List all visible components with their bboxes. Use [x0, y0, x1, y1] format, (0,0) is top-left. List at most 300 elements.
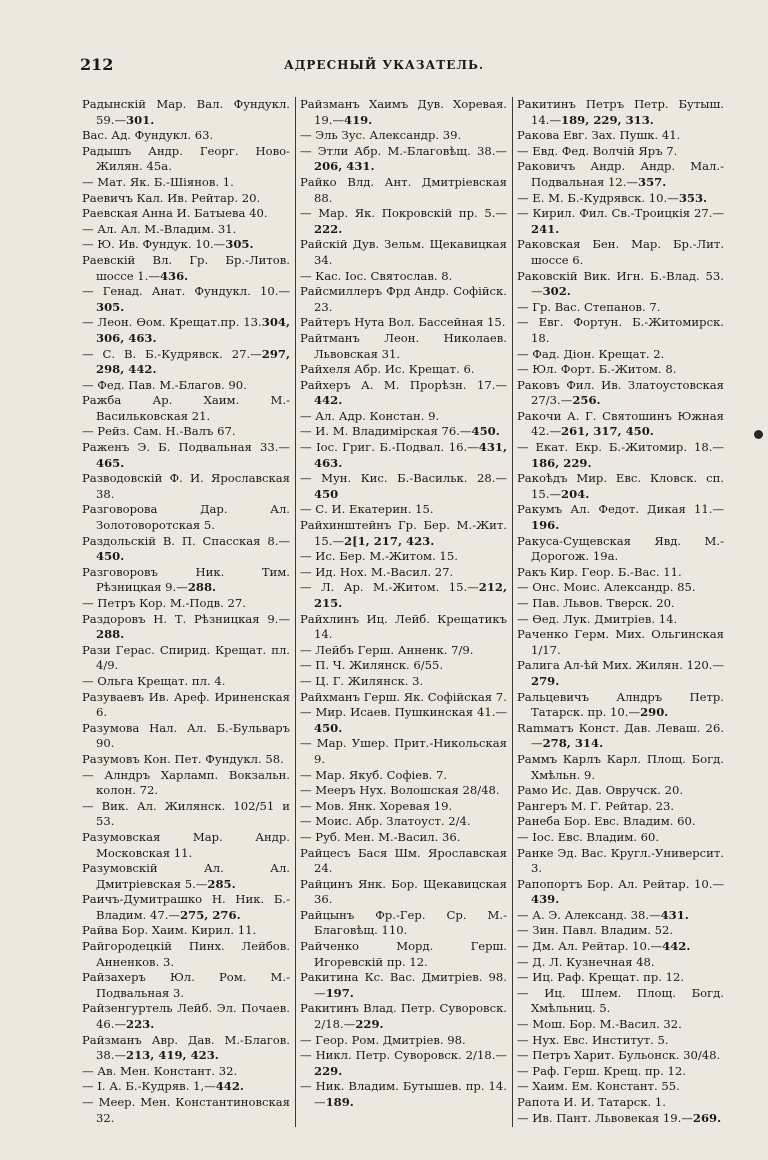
- entry-text: — Ал. Ал. М.-Владим. 31.: [82, 221, 237, 236]
- entry-text: Раевичъ Кал. Ив. Рейтар. 20.: [82, 190, 261, 205]
- entry-text: — Мош. Бор. М.-Васил. 32.: [517, 1017, 682, 1032]
- entry-phone-numbers: 442.: [314, 393, 343, 408]
- directory-entry: [517, 658, 724, 689]
- directory-entry: [82, 222, 290, 238]
- directory-entry: [517, 159, 724, 190]
- entry-text: — С. В. Б.-Кудрявск. 27.—: [82, 346, 262, 361]
- directory-entry: [82, 378, 290, 394]
- directory-entry: [300, 315, 507, 331]
- directory-entry: [517, 144, 724, 160]
- entry-text: Разговоровъ Ник. Тим. Рѣзницкая 9.—: [82, 564, 290, 595]
- entry-phone-numbers: 241.: [531, 221, 560, 236]
- entry-text: — Ав. Мен. Констант. 32.: [82, 1063, 238, 1078]
- entry-text: — Ѳед. Лук. Дмитріев. 14.: [517, 611, 678, 626]
- entry-phone-numbers: 2[1, 217, 423.: [344, 533, 435, 548]
- directory-entry: [517, 347, 724, 363]
- entry-text: Раковичъ Андр. Андр. Мал.-Подвальная 12.—: [517, 159, 724, 189]
- directory-entry: [82, 799, 290, 830]
- entry-phone-numbers: 431.: [660, 907, 689, 922]
- entry-text: — Эль Зус. Александр. 39.: [300, 128, 462, 143]
- entry-phone-numbers: 279.: [531, 673, 560, 688]
- directory-entry: [82, 596, 290, 612]
- entry-text: — Ю. Ив. Фундук. 10.—: [82, 237, 226, 252]
- entry-text: Райзманъ Авр. Дав. М.-Благов. 38.—: [82, 1032, 290, 1063]
- directory-entry: [82, 1001, 290, 1032]
- entry-text: — Мар. Ушер. Прит.-Никольская 9.: [300, 736, 507, 766]
- entry-text: Ралига Ал-ѣй Мих. Жилян. 120.—: [517, 658, 724, 673]
- entry-text: Ральцевичъ Алндръ Петр. Татарск. пр. 10.—: [517, 689, 724, 720]
- entry-text: — А. Э. Александ. 38.—: [517, 907, 661, 922]
- directory-entry: [300, 877, 507, 908]
- directory-entry: [300, 736, 507, 767]
- entry-text: — Мир. Исаев. Пушкинская 41.—: [300, 705, 507, 720]
- entry-phone-numbers: 229.: [355, 1017, 384, 1032]
- directory-entry: [82, 206, 290, 222]
- entry-text: Райцесъ Бася Шм. Ярославская 24.: [300, 845, 507, 876]
- directory-entry: [300, 409, 507, 425]
- entry-text: — Ал. Адр. Констан. 9.: [300, 408, 440, 423]
- entry-text: — Зин. Павл. Владим. 52.: [517, 923, 674, 938]
- entry-text: Райва Бор. Хаим. Кирил. 11.: [82, 923, 257, 938]
- entry-text: Рамо Ис. Дав. Овручск. 20.: [517, 783, 684, 798]
- directory-entry: [517, 955, 724, 971]
- entry-text: Райскій Дув. Зельм. Щекавицкая 34.: [300, 237, 507, 267]
- directory-entry: [300, 362, 507, 378]
- directory-entry: [82, 861, 290, 892]
- directory-entry: [517, 908, 724, 924]
- columns: [78, 97, 730, 1127]
- entry-text: Раздольскій В. П. Спасская 8.—: [82, 533, 290, 548]
- entry-text: — Мар. Як. Покровскій пр. 5.—: [300, 206, 507, 221]
- directory-entry: [300, 1079, 507, 1110]
- directory-entry: [517, 237, 724, 268]
- ink-spot: [754, 430, 763, 439]
- directory-entry: [82, 643, 290, 674]
- entry-phone-numbers: 204.: [561, 486, 590, 501]
- entry-text: — Иц. Шлем. Площ. Богд. Хмѣльниц. 5.: [517, 985, 724, 1016]
- entry-text: Ракоѣдъ Мир. Евс. Кловск. сп. 15.—: [517, 471, 724, 501]
- entry-text: — Леон. Ѳом. Крещат.пр. 13.: [82, 315, 262, 330]
- entry-text: — Лейбъ Герш. Анненк. 7/9.: [300, 642, 474, 657]
- entry-phone-numbers: 285.: [207, 876, 236, 891]
- entry-text: Райченко Морд. Герш. Игоревскій пр. 12.: [300, 939, 507, 969]
- entry-text: — Кас. Іос. Святослав. 8.: [300, 268, 453, 283]
- entry-text: — Никл. Петр. Суворовск. 2/18.—: [300, 1048, 507, 1063]
- directory-entry: [82, 502, 290, 533]
- directory-entry: [517, 752, 724, 783]
- entry-text: — Вик. Ал. Жилянск. 102/51 и 53.: [82, 798, 290, 829]
- entry-phone-numbers: 450.: [314, 720, 343, 735]
- directory-entry: [300, 705, 507, 736]
- entry-phone-numbers: 357.: [638, 174, 667, 189]
- entry-text: Ранке Эд. Вас. Кругл.-Университ. 3.: [517, 845, 724, 876]
- entry-text: Раченко Герм. Мих. Ольгинская 1/17.: [517, 627, 724, 657]
- entry-text: Разговорова Дар. Ал. Золотоворотская 5.: [82, 502, 290, 533]
- entry-text: Ракитинъ Влад. Петр. Суворовск. 2/18.—: [300, 1001, 507, 1032]
- entry-text: — Д. Л. Кузнечная 48.: [517, 954, 655, 969]
- directory-entry: [517, 986, 724, 1017]
- entry-phone-numbers: 297, 298, 442.: [96, 346, 290, 377]
- directory-entry: [82, 237, 290, 253]
- directory-entry: [517, 97, 724, 128]
- directory-entry: [82, 534, 290, 565]
- directory-entry: [300, 908, 507, 939]
- entry-text: — Руб. Мен. М.-Васил. 36.: [300, 829, 461, 844]
- entry-text: — Евд. Фед. Волчій Яръ 7.: [517, 143, 678, 158]
- directory-entry: [300, 783, 507, 799]
- entry-phone-numbers: 305.: [96, 299, 125, 314]
- entry-text: Раммъ Карлъ Карл. Площ. Богд. Хмѣльн. 9.: [517, 751, 724, 782]
- directory-entry: [517, 1017, 724, 1033]
- column-1: [78, 97, 295, 1127]
- entry-text: Райцынъ Фр.-Гер. Ср. М.-Благовѣщ. 110.: [300, 907, 507, 938]
- directory-entry: [517, 1111, 724, 1127]
- entry-text: Рапопортъ Бор. Ал. Рейтар. 10.—: [517, 876, 724, 891]
- directory-entry: [82, 970, 290, 1001]
- entry-text: — Мун. Кис. Б.-Васильк. 28.—: [300, 471, 507, 486]
- entry-text: Разумовскій Ал. Ал. Дмитріевская 5.—: [82, 861, 290, 891]
- entry-text: Райзенгуртель Лейб. Эл. Почаев. 46.—: [82, 1001, 290, 1032]
- entry-text: Радынскій Мар. Вал. Фундукл. 59.—: [82, 97, 290, 127]
- entry-phone-numbers: 442.: [215, 1079, 244, 1094]
- entry-text: — Гр. Вас. Степанов. 7.: [517, 299, 661, 314]
- directory-entry: [517, 1064, 724, 1080]
- directory-entry: [300, 549, 507, 565]
- directory-entry: [82, 424, 290, 440]
- directory-entry: [517, 596, 724, 612]
- directory-entry: [517, 440, 724, 471]
- entry-text: — Ц. Г. Жилянск. 3.: [300, 673, 424, 688]
- directory-entry: [300, 237, 507, 268]
- entry-phone-numbers: 197.: [325, 985, 354, 1000]
- entry-text: — Ольга Крещат. пл. 4.: [82, 673, 226, 688]
- entry-phone-numbers: 305.: [225, 237, 254, 252]
- entry-text: Разумовъ Кон. Пет. Фундукл. 58.: [82, 751, 284, 766]
- entry-text: Раковъ Фил. Ив. Златоустовская 27/3.—: [517, 377, 724, 408]
- entry-text: Райсмиллеръ Фрд Андр. Софійск. 23.: [300, 284, 507, 314]
- directory-entry: [82, 768, 290, 799]
- directory-entry: [517, 300, 724, 316]
- directory-entry: [300, 1033, 507, 1049]
- entry-phone-numbers: 222.: [314, 221, 343, 236]
- entry-text: Райгородецкій Пинх. Лейбов. Анненков. 3.: [82, 939, 290, 969]
- directory-entry: [82, 830, 290, 861]
- directory-entry: [82, 721, 290, 752]
- directory-entry: [82, 1079, 290, 1095]
- entry-text: — Геор. Ром. Дмитріев. 98.: [300, 1032, 466, 1047]
- entry-phone-numbers: 223.: [126, 1017, 155, 1032]
- running-head: АДРЕСНЫЙ УКАЗАТЕЛЬ.: [283, 58, 485, 72]
- entry-text: Райко Влд. Ант. Дмитріевская 88.: [300, 174, 507, 205]
- entry-text: Раичъ-Думитрашко Н. Ник. Б.-Владим. 47.—: [82, 892, 290, 922]
- entry-text: Райхлинъ Иц. Лейб. Крещатикъ 14.: [300, 611, 507, 642]
- entry-phone-numbers: 436.: [159, 268, 189, 283]
- column-2: [295, 97, 512, 1127]
- directory-entry: [300, 97, 507, 128]
- entry-text: Раевскій Вл. Гр. Бр.-Литов. шоссе 1.—: [82, 252, 290, 283]
- entry-phone-numbers: 196.: [531, 518, 560, 533]
- entry-text: Ракитинъ Петръ Петр. Бутыш. 14.—: [517, 97, 724, 127]
- entry-phone-numbers: 269.: [692, 1110, 722, 1125]
- directory-entry: [300, 269, 507, 285]
- entry-phone-numbers: 450.: [96, 549, 125, 564]
- entry-text: Раздоровъ Н. Т. Рѣзницкая 9.—: [82, 611, 290, 626]
- entry-phone-numbers: 302.: [542, 284, 571, 299]
- directory-entry: [82, 892, 290, 923]
- entry-text: Рапота И. И. Татарск. 1.: [517, 1095, 666, 1109]
- entry-phone-numbers: 189.: [325, 1095, 354, 1109]
- entry-text: — Іос. Григ. Б.-Подвал. 16.—: [300, 440, 479, 455]
- entry-text: Раженъ Э. Б. Подвальная 33.—: [82, 440, 290, 455]
- entry-text: — Нух. Евс. Институт. 5.: [517, 1032, 669, 1047]
- entry-phone-numbers: 206, 431.: [314, 159, 375, 174]
- directory-entry: [82, 690, 290, 721]
- entry-text: Разумовская Мар. Андр. Московская 11.: [82, 829, 290, 860]
- directory-entry: [300, 440, 507, 471]
- directory-entry: [82, 284, 290, 315]
- entry-text: Ракова Евг. Зах. Пушк. 41.: [517, 128, 681, 143]
- entry-phone-numbers: 450: [314, 486, 339, 501]
- entry-text: — Меер. Мен. Константиновская 32.: [82, 1095, 290, 1125]
- directory-entry: [82, 253, 290, 284]
- directory-entry: [517, 612, 724, 628]
- directory-entry: [517, 1095, 724, 1111]
- entry-text: — Ис. Бер. М.-Житом. 15.: [300, 549, 458, 564]
- directory-entry: [517, 362, 724, 378]
- directory-entry: [517, 721, 724, 752]
- entry-phone-numbers: 256.: [572, 393, 601, 408]
- directory-entry: [300, 970, 507, 1001]
- entry-text: — Ник. Владим. Бутышев. пр. 14.—: [300, 1079, 507, 1109]
- directory-entry: [517, 1033, 724, 1049]
- entry-phone-numbers: 442.: [662, 939, 691, 954]
- directory-entry: [517, 690, 724, 721]
- entry-text: — Хаим. Ем. Констант. 55.: [517, 1079, 680, 1094]
- entry-text: Ранеба Бор. Евс. Владим. 60.: [517, 814, 696, 829]
- directory-entry: [517, 877, 724, 908]
- entry-text: Радышъ Андр. Георг. Ново-Жилян. 45а.: [82, 143, 290, 174]
- directory-entry: [82, 752, 290, 768]
- entry-text: — Фад. Діон. Крещат. 2.: [517, 346, 665, 361]
- entry-text: Раковская Бен. Мар. Бр.-Лит. шоссе 6.: [517, 237, 724, 267]
- entry-text: Вас. Ад. Фундукл. 63.: [82, 128, 214, 143]
- entry-text: — Фед. Пав. М.-Благов. 90.: [82, 377, 247, 392]
- directory-entry: [517, 783, 724, 799]
- entry-text: — Мов. Янк. Хоревая 19.: [300, 798, 453, 813]
- directory-entry: [300, 424, 507, 440]
- directory-entry: [82, 923, 290, 939]
- entry-text: — И. М. Владимірская 76.—: [300, 424, 472, 439]
- directory-entry: [300, 658, 507, 674]
- directory-entry: [300, 128, 507, 144]
- entry-text: — С. И. Екатерин. 15.: [300, 502, 434, 517]
- entry-phone-numbers: 304, 306, 463.: [96, 315, 290, 345]
- entry-text: Ракуса-Сущевская Явд. М.-Дорогож. 19а.: [517, 533, 724, 564]
- entry-text: Ramматъ Конст. Дав. Леваш. 26.—: [517, 720, 724, 751]
- directory-entry: [517, 814, 724, 830]
- entry-text: Ракитина Кс. Вас. Дмитріев. 98.—: [300, 970, 507, 1000]
- entry-phone-numbers: 465.: [96, 455, 125, 470]
- directory-entry: [300, 612, 507, 643]
- entry-text: — Моис. Абр. Златоуст. 2/4.: [300, 814, 471, 829]
- directory-entry: [517, 471, 724, 502]
- directory-entry: [517, 1079, 724, 1095]
- entry-phone-numbers: 213, 419, 423.: [126, 1048, 219, 1063]
- directory-entry: [300, 846, 507, 877]
- directory-entry: [300, 518, 507, 549]
- directory-entry: [517, 1048, 724, 1064]
- directory-entry: [300, 502, 507, 518]
- entry-text: — Генад. Анат. Фундукл. 10.—: [82, 284, 290, 299]
- entry-text: — Юл. Форт. Б.-Житом. 8.: [517, 362, 677, 377]
- entry-phone-numbers: 278, 314.: [542, 736, 604, 751]
- entry-text: — Мат. Як. Б.-Шіянов. 1.: [82, 174, 234, 189]
- directory-entry: [82, 128, 290, 144]
- directory-entry: [82, 97, 290, 128]
- entry-text: — Кирил. Фил. Св.-Троицкія 27.—: [517, 206, 724, 221]
- entry-text: Райтманъ Леон. Николаев. Львовская 31.: [300, 330, 507, 361]
- entry-text: Рази Герас. Спирид. Крещат. пл. 4/9.: [82, 642, 290, 673]
- entry-phone-numbers: 189, 229, 313.: [561, 112, 654, 127]
- directory-entry: [300, 284, 507, 315]
- entry-phone-numbers: 275, 276.: [180, 907, 241, 922]
- entry-phone-numbers: 212, 215.: [314, 580, 507, 610]
- directory-entry: [82, 565, 290, 596]
- entry-text: Разводовскій Ф. И. Ярославская 38.: [82, 471, 290, 501]
- entry-text: Раковскій Вик. Игн. Б.-Влад. 53.—: [517, 268, 724, 299]
- entry-text: — Раф. Герш. Крещ. пр. 12.: [517, 1063, 686, 1078]
- directory-entry: [82, 674, 290, 690]
- directory-entry: [300, 471, 507, 502]
- directory-entry: [517, 627, 724, 658]
- entry-text: Райцинъ Янк. Бор. Щекавицская 36.: [300, 876, 507, 907]
- directory-entry: [82, 1064, 290, 1080]
- entry-text: — Иц. Раф. Крещат. пр. 12.: [517, 970, 685, 985]
- directory-entry: [300, 690, 507, 706]
- directory-entry: [82, 1095, 290, 1126]
- directory-entry: [300, 939, 507, 970]
- directory-entry: [300, 830, 507, 846]
- entry-phone-numbers: 301.: [126, 112, 155, 127]
- directory-entry: [517, 269, 724, 300]
- entry-text: — П. Ч. Жилянск. 6/55.: [300, 658, 444, 673]
- directory-entry: [300, 144, 507, 175]
- directory-entry: [517, 799, 724, 815]
- directory-entry: [517, 580, 724, 596]
- directory-entry: [517, 534, 724, 565]
- directory-entry: [517, 565, 724, 581]
- directory-entry: [300, 1048, 507, 1079]
- entry-text: Райхинштейнъ Гр. Бер. М.-Жит. 15.—: [300, 518, 507, 548]
- directory-entry: [82, 939, 290, 970]
- directory-entry: [517, 830, 724, 846]
- entry-phone-numbers: 353.: [678, 190, 708, 205]
- entry-text: Райзманъ Хаимъ Дув. Хоревая. 19.—: [300, 97, 507, 127]
- directory-entry: [300, 175, 507, 206]
- directory-entry: [517, 378, 724, 409]
- directory-entry: [300, 643, 507, 659]
- entry-text: Райзахеръ Юл. Ром. М.-Подвальная 3.: [82, 970, 290, 1000]
- entry-text: Райтеръ Нута Вол. Бассейная 15.: [300, 315, 506, 330]
- entry-text: — Алндръ Харламп. Вокзальн. колон. 72.: [82, 767, 290, 798]
- entry-text: — Пав. Львов. Тверск. 20.: [517, 596, 675, 610]
- entry-text: — Ид. Нох. М.-Васил. 27.: [300, 564, 454, 579]
- entry-text: — Рейз. Сам. Н.-Валъ 67.: [82, 424, 236, 439]
- directory-entry: [517, 315, 724, 346]
- entry-phone-numbers: 288.: [187, 580, 217, 595]
- entry-text: — Евг. Фортун. Б.-Житомирск. 18.: [517, 315, 724, 345]
- entry-text: — Дм. Ал. Рейтар. 10.—: [517, 939, 663, 954]
- directory-entry: [82, 1033, 290, 1064]
- entry-text: — I. А. Б.-Кудряв. 1,—: [82, 1079, 216, 1094]
- directory-entry: [82, 440, 290, 471]
- entry-text: — Петръ Кор. М.-Подв. 27.: [82, 596, 246, 610]
- directory-entry: [300, 331, 507, 362]
- entry-text: — Іос. Евс. Владим. 60.: [517, 829, 660, 844]
- entry-text: Разумова Нал. Ал. Б.-Бульваръ 90.: [82, 720, 290, 751]
- directory-entry: [517, 206, 724, 237]
- entry-text: Раевская Анна И. Батыева 40.: [82, 206, 268, 221]
- entry-text: — Екат. Екр. Б.-Житомир. 18.—: [517, 440, 724, 455]
- directory-entry: [517, 939, 724, 955]
- directory-entry: [82, 347, 290, 378]
- entry-text: — Л. Ар. М.-Житом. 15.—: [300, 580, 479, 595]
- directory-entry: [517, 128, 724, 144]
- directory-entry: [82, 175, 290, 191]
- entry-phone-numbers: 439.: [531, 892, 560, 907]
- directory-entry: [300, 814, 507, 830]
- directory-entry: [300, 674, 507, 690]
- page-number: 212: [80, 55, 114, 74]
- entry-text: — Мар. Якуб. Софіев. 7.: [300, 767, 448, 782]
- entry-text: Ракочи А. Г. Святошинъ Южная 42.—: [517, 408, 724, 439]
- entry-phone-numbers: 431, 463.: [314, 440, 507, 470]
- entry-text: — Е. М. Б.-Кудрявск. 10.—: [517, 190, 679, 205]
- directory-entry: [300, 565, 507, 581]
- directory-entry: [82, 315, 290, 346]
- directory-entry: [517, 409, 724, 440]
- column-3: [512, 97, 729, 1127]
- entry-phone-numbers: 419.: [344, 112, 373, 127]
- entry-phone-numbers: 288.: [96, 627, 125, 642]
- entry-text: Райхманъ Герш. Як. Софійская 7.: [300, 689, 507, 704]
- directory-entry: [82, 144, 290, 175]
- entry-text: Ражба Ар. Хаим. М.-Васильковская 21.: [82, 393, 290, 423]
- entry-text: — Онс. Моис. Александр. 85.: [517, 580, 696, 595]
- entry-text: Райхеля Абр. Ис. Крещат. 6.: [300, 362, 475, 377]
- entry-phone-numbers: 290.: [640, 705, 669, 720]
- directory-entry: [300, 1001, 507, 1032]
- directory-entry: [517, 923, 724, 939]
- directory-entry: [300, 206, 507, 237]
- entry-text: Рангеръ М. Г. Рейтар. 23.: [517, 798, 675, 813]
- entry-text: — Этли Абр. М.-Благовѣщ. 38.—: [300, 143, 507, 158]
- entry-phone-numbers: 261, 317, 450.: [561, 424, 654, 439]
- entry-text: Разуваевъ Ив. Ареф. Ириненская 6.: [82, 689, 290, 720]
- entry-phone-numbers: 450.: [471, 424, 500, 439]
- directory-entry: [517, 191, 724, 207]
- directory-entry: [300, 768, 507, 784]
- directory-entry: [517, 846, 724, 877]
- directory-entry: [300, 378, 507, 409]
- entry-text: — Ив. Пант. Львовекая 19.—: [517, 1110, 693, 1125]
- directory-entry: [82, 191, 290, 207]
- entry-phone-numbers: 186, 229.: [531, 455, 592, 470]
- entry-text: — Петръ Харит. Бульонск. 30/48.: [517, 1048, 721, 1063]
- directory-entry: [300, 580, 507, 611]
- directory-entry: [82, 471, 290, 502]
- entry-text: Райхеръ А. М. Прорѣзн. 17.—: [300, 377, 507, 392]
